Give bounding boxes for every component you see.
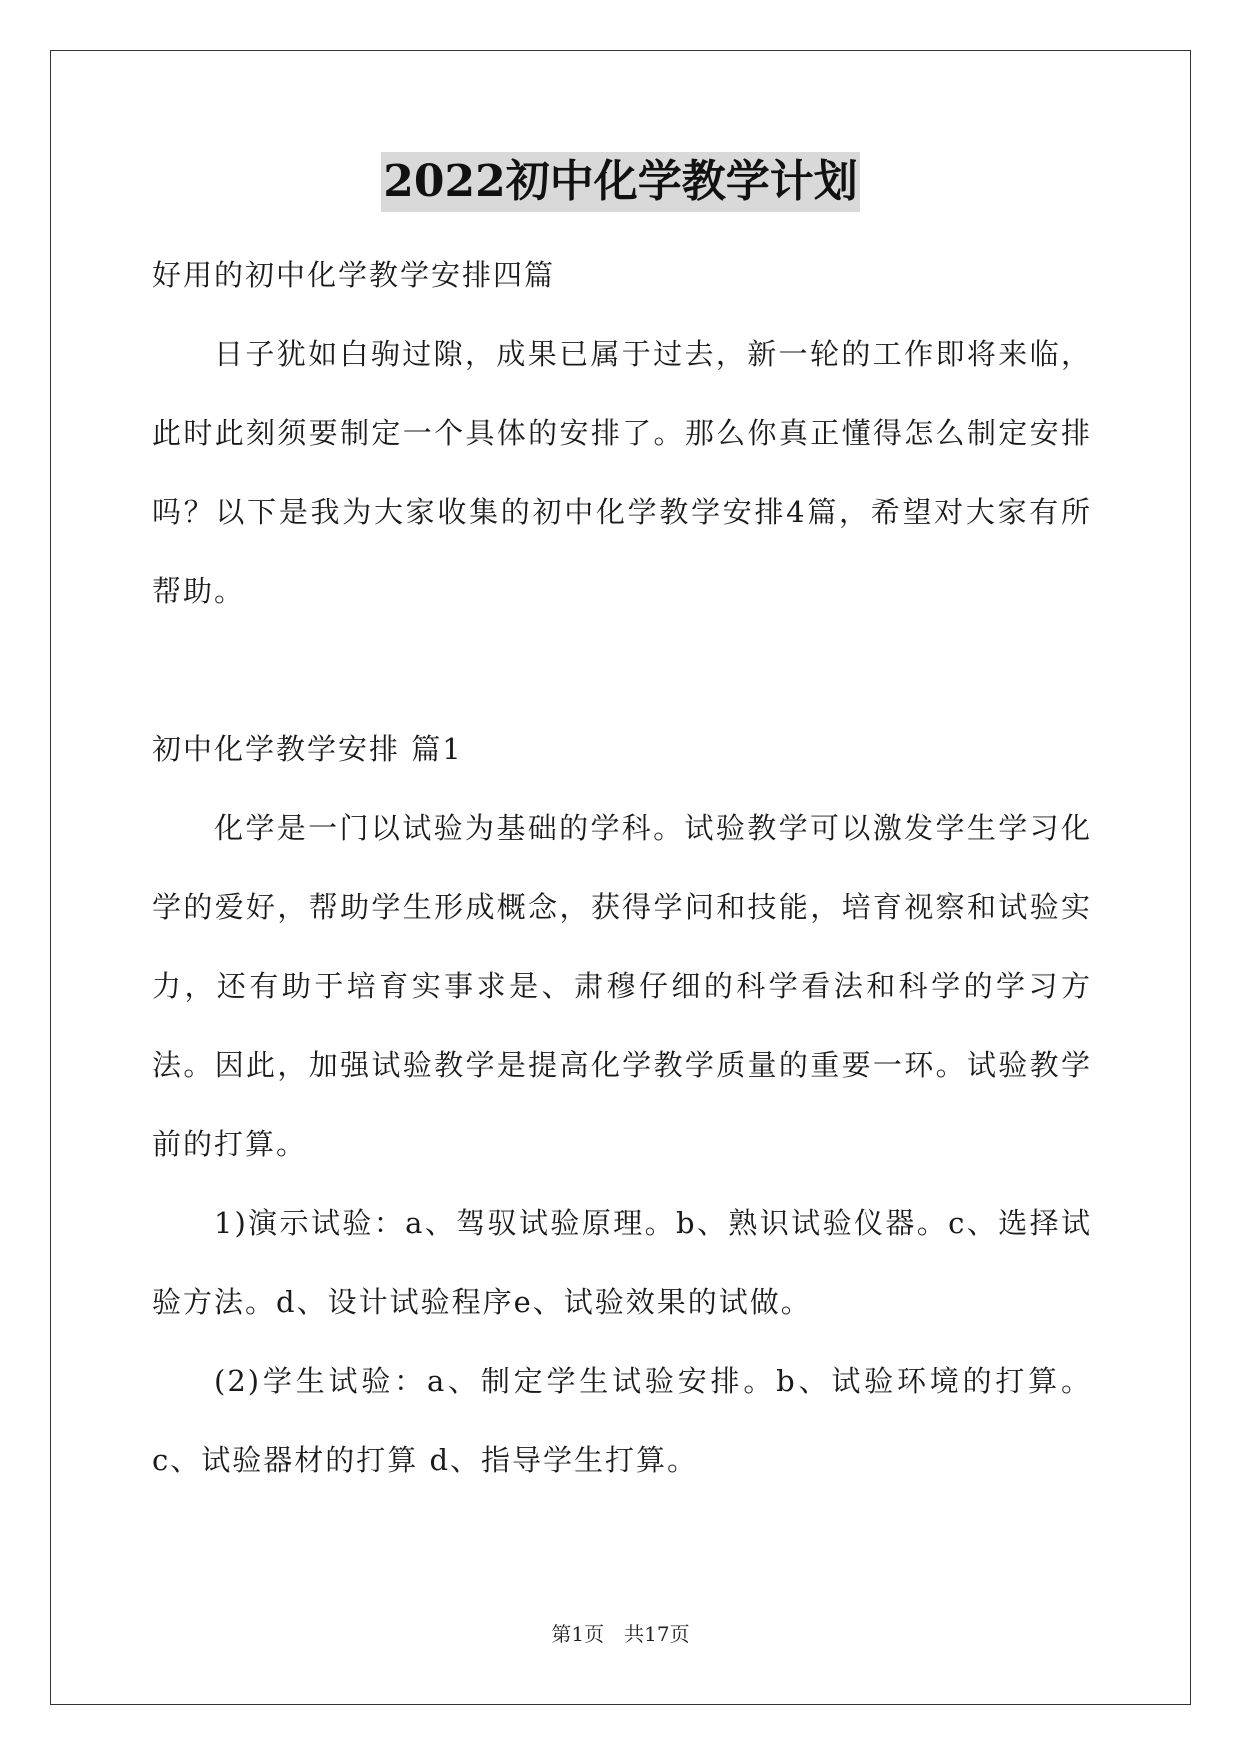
title-container: [0, 152, 1241, 212]
document-body: [152, 236, 1092, 1500]
spacer: [152, 631, 1092, 710]
document-title: 2022初中化学教学计划: [381, 152, 859, 212]
document-subtitle: 好用的初中化学教学安排四篇: [152, 258, 556, 292]
body-paragraph: 化学是一门以试验为基础的学科。试验教学可以激发学生学习化学的爱好，帮助学生形成概念，获得学问和技能，培育视察和试验实力，还有助于培育实事求是、肃穆仔细的科学看法和科学的学习方法。因此，加强试验教学是提高化学教学质量的重要一环。试验教学前的打算。: [152, 811, 1092, 1161]
body-paragraph: (2)学生试验：a、制定学生试验安排。b、试验环境的打算。c、试验器材的打算 d、指导学生打算。: [152, 1364, 1092, 1477]
intro-paragraph: 日子犹如白驹过隙，成果已属于过去，新一轮的工作即将来临，此时此刻须要制定一个具体的安排了。那么你真正懂得怎么制定安排吗？以下是我为大家收集的初中化学教学安排4篇，希望对大家有所帮助。: [152, 337, 1092, 608]
section-heading: 初中化学教学安排 篇1: [152, 732, 463, 766]
page-footer: [0, 1618, 1241, 1647]
body-paragraph: 1)演示试验：a、驾驭试验原理。b、熟识试验仪器。c、选择试验方法。d、设计试验程序e、试验效果的试做。: [152, 1206, 1092, 1319]
page-number: 第1页 共17页: [551, 1622, 690, 1646]
